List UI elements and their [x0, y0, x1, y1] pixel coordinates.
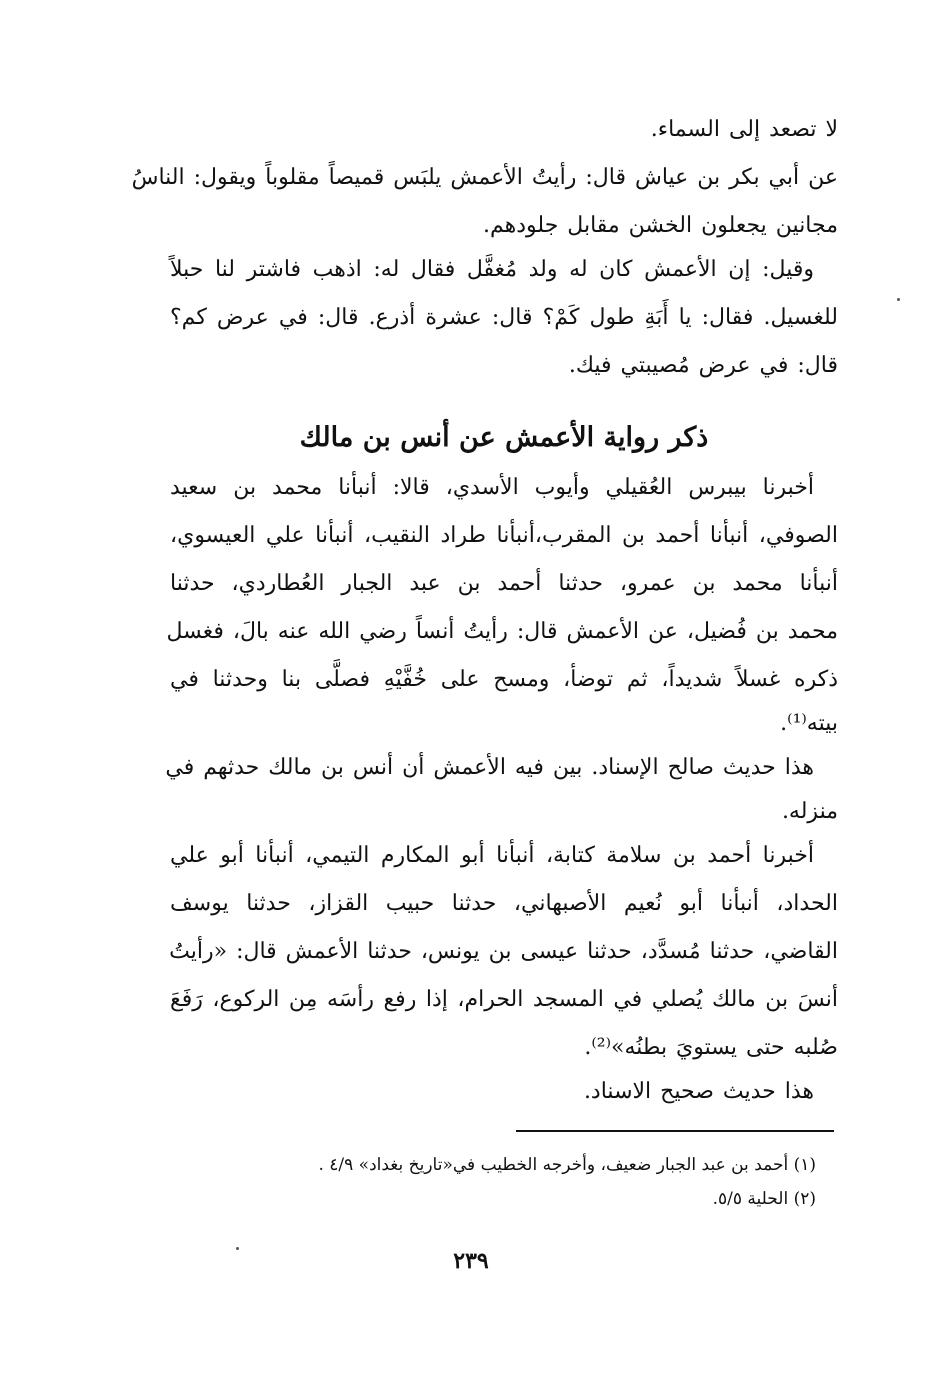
text-line: ذكره غسلاً شديداً، ثم توضأ، ومسح على خُفَّيْهِ فصلَّى بنا وحدثنا في: [170, 667, 838, 692]
page-body: [131, 117, 838, 1124]
text-line: الحداد، أنبأنا أبو نُعيم الأصبهاني، حدثنا حبيب القزاز، حدثنا يوسف: [170, 891, 838, 916]
text-line: وقيل: إن الأعمش كان له ولد مُغفَّل فقال له: اذهب فاشتر لنا حبلاً: [170, 257, 814, 282]
text-line: محمد بن فُضيل، عن الأعمش قال: رأيتُ أنساً رضي الله عنه بالَ، فغسل: [166, 619, 838, 644]
footnote-item: (٢) الحلية ٥/٥.: [712, 1189, 816, 1209]
text-line: أنسَ بن مالك يُصلي في المسجد الحرام، إذا رفع رأسَه مِن الركوع، رَفَعَ: [170, 987, 838, 1012]
text-line: بيته⁽¹⁾.: [780, 711, 838, 736]
text-line: القاضي، حدثنا مُسدَّد، حدثنا عيسى بن يونس، حدثنا الأعمش قال: «رأيتُ: [169, 939, 838, 964]
scan-speck: [897, 298, 900, 301]
text-line: هذا حديث صالح الإسناد. بين فيه الأعمش أن أنس بن مالك حدثهم في: [165, 755, 814, 780]
text-line: أخبرنا أحمد بن سلامة كتابة، أنبأنا أبو المكارم التيمي، أنبأنا أبو علي: [170, 843, 814, 868]
text-line: صُلبه حتى يستويَ بطنُه»⁽²⁾.: [584, 1035, 838, 1060]
text-line: مجانين يجعلون الخشن مقابل جلودهم.: [483, 213, 838, 238]
text-line: منزله.: [781, 799, 838, 824]
text-line: للغسيل. فقال: يا أَبَةِ طول كَمْ؟ قال: عشرة أذرع. قال: في عرض كم؟: [170, 305, 838, 330]
text-line: قال: في عرض مُصيبتي فيك.: [568, 353, 838, 378]
text-line: عن أبي بكر بن عياش قال: رأيتُ الأعمش يلبَس قميصاً مقلوباً ويقول: الناسُ: [131, 165, 838, 190]
footnotes: [200, 1148, 816, 1216]
footnote-divider: [516, 1130, 834, 1132]
footnote-item: (١) أحمد بن عبد الجبار ضعيف، وأخرجه الخطيب في«تاريخ بغداد» ٤/٩ .: [318, 1155, 816, 1175]
text-line: أخبرنا بيبرس العُقيلي وأيوب الأسدي، قالا: أنبأنا محمد بن سعيد: [170, 475, 814, 500]
text-line: لا تصعد إلى السماء.: [650, 117, 838, 142]
text-line: أنبأنا محمد بن عمرو، حدثنا أحمد بن عبد الجبار العُطاردي، حدثنا: [170, 571, 838, 596]
scan-speck: [236, 1247, 239, 1250]
text-line: هذا حديث صحيح الاسناد.: [583, 1079, 814, 1104]
section-heading: ذكر رواية الأعمش عن أنس بن مالك: [299, 422, 709, 453]
text-line: الصوفي، أنبأنا أحمد بن المقرب،أنبأنا طراد النقيب، أنبأنا علي العيسوي،: [170, 523, 838, 548]
page-number: ٢٣٩: [453, 1248, 489, 1274]
